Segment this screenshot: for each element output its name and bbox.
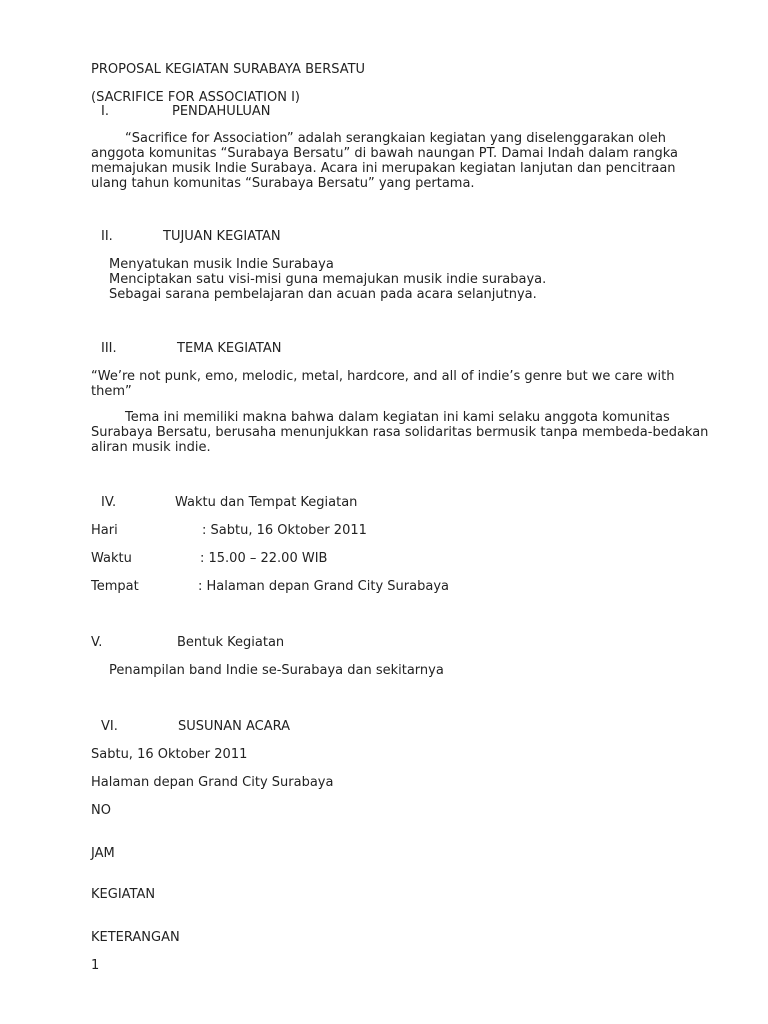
tema-quote: “We’re not punk, emo, melodic, metal, hardcore, and all of indie’s genre but we care with them” bbox=[91, 369, 675, 399]
document-title: PROPOSAL KEGIATAN SURABAYA BERSATU bbox=[91, 62, 366, 77]
pendahuluan-paragraph bbox=[91, 131, 711, 191]
tema-paragraph bbox=[91, 410, 711, 455]
schedule-value-waktu: : 15.00 – 22.00 WIB bbox=[200, 551, 328, 566]
section-heading-waktu-tempat: Waktu dan Tempat Kegiatan bbox=[175, 495, 358, 510]
section-heading-tema: TEMA KEGIATAN bbox=[177, 341, 282, 356]
section-heading-pendahuluan: PENDAHULUAN bbox=[172, 104, 271, 119]
tujuan-item: Menciptakan satu visi-misi guna memajukan musik indie surabaya. bbox=[109, 272, 547, 287]
tema-paragraph-text: Tema ini memiliki makna bahwa dalam kegiatan ini kami selaku anggota komunitas Surabaya Bersatu, berusaha menunjukkan rasa solidaritas bermusik tanpa membeda-bedakan aliran musik indie. bbox=[91, 410, 709, 455]
susunan-date: Sabtu, 16 Oktober 2011 bbox=[91, 747, 248, 762]
susunan-place: Halaman depan Grand City Surabaya bbox=[91, 775, 334, 790]
table-header-jam: JAM bbox=[91, 846, 115, 861]
section-numeral-2: II. bbox=[101, 229, 113, 244]
section-numeral-1: I. bbox=[101, 104, 109, 119]
pendahuluan-paragraph-text: “Sacrifice for Association” adalah serangkaian kegiatan yang diselenggarakan oleh anggota komunitas “Surabaya Bersatu” di bawah naungan PT. Damai Indah dalam rangka memajukan musik Indie Surabaya. Acara ini merupakan kegiatan lanjutan dan pencitraan ulang tahun komunitas “Surabaya Bersatu” yang pertama. bbox=[91, 131, 678, 191]
section-heading-tujuan: TUJUAN KEGIATAN bbox=[163, 229, 281, 244]
table-row-number: 1 bbox=[91, 958, 100, 973]
schedule-value-tempat: : Halaman depan Grand City Surabaya bbox=[198, 579, 449, 594]
bentuk-item: Penampilan band Indie se-Surabaya dan sekitarnya bbox=[109, 663, 444, 678]
section-numeral-6: VI. bbox=[101, 719, 118, 734]
table-header-keterangan: KETERANGAN bbox=[91, 930, 180, 945]
section-numeral-3: III. bbox=[101, 341, 117, 356]
section-numeral-5: V. bbox=[91, 635, 103, 650]
tujuan-item: Menyatukan musik Indie Surabaya bbox=[109, 257, 334, 272]
section-heading-susunan: SUSUNAN ACARA bbox=[178, 719, 291, 734]
table-header-no: NO bbox=[91, 803, 111, 818]
document-subtitle: (SACRIFICE FOR ASSOCIATION I) bbox=[91, 90, 300, 105]
schedule-label-hari: Hari bbox=[91, 523, 118, 538]
schedule-value-hari: : Sabtu, 16 Oktober 2011 bbox=[202, 523, 367, 538]
schedule-label-waktu: Waktu bbox=[91, 551, 132, 566]
tujuan-item: Sebagai sarana pembelajaran dan acuan pada acara selanjutnya. bbox=[109, 287, 537, 302]
section-heading-bentuk: Bentuk Kegiatan bbox=[177, 635, 285, 650]
section-numeral-4: IV. bbox=[101, 495, 117, 510]
table-header-kegiatan: KEGIATAN bbox=[91, 887, 156, 902]
schedule-label-tempat: Tempat bbox=[91, 579, 139, 594]
